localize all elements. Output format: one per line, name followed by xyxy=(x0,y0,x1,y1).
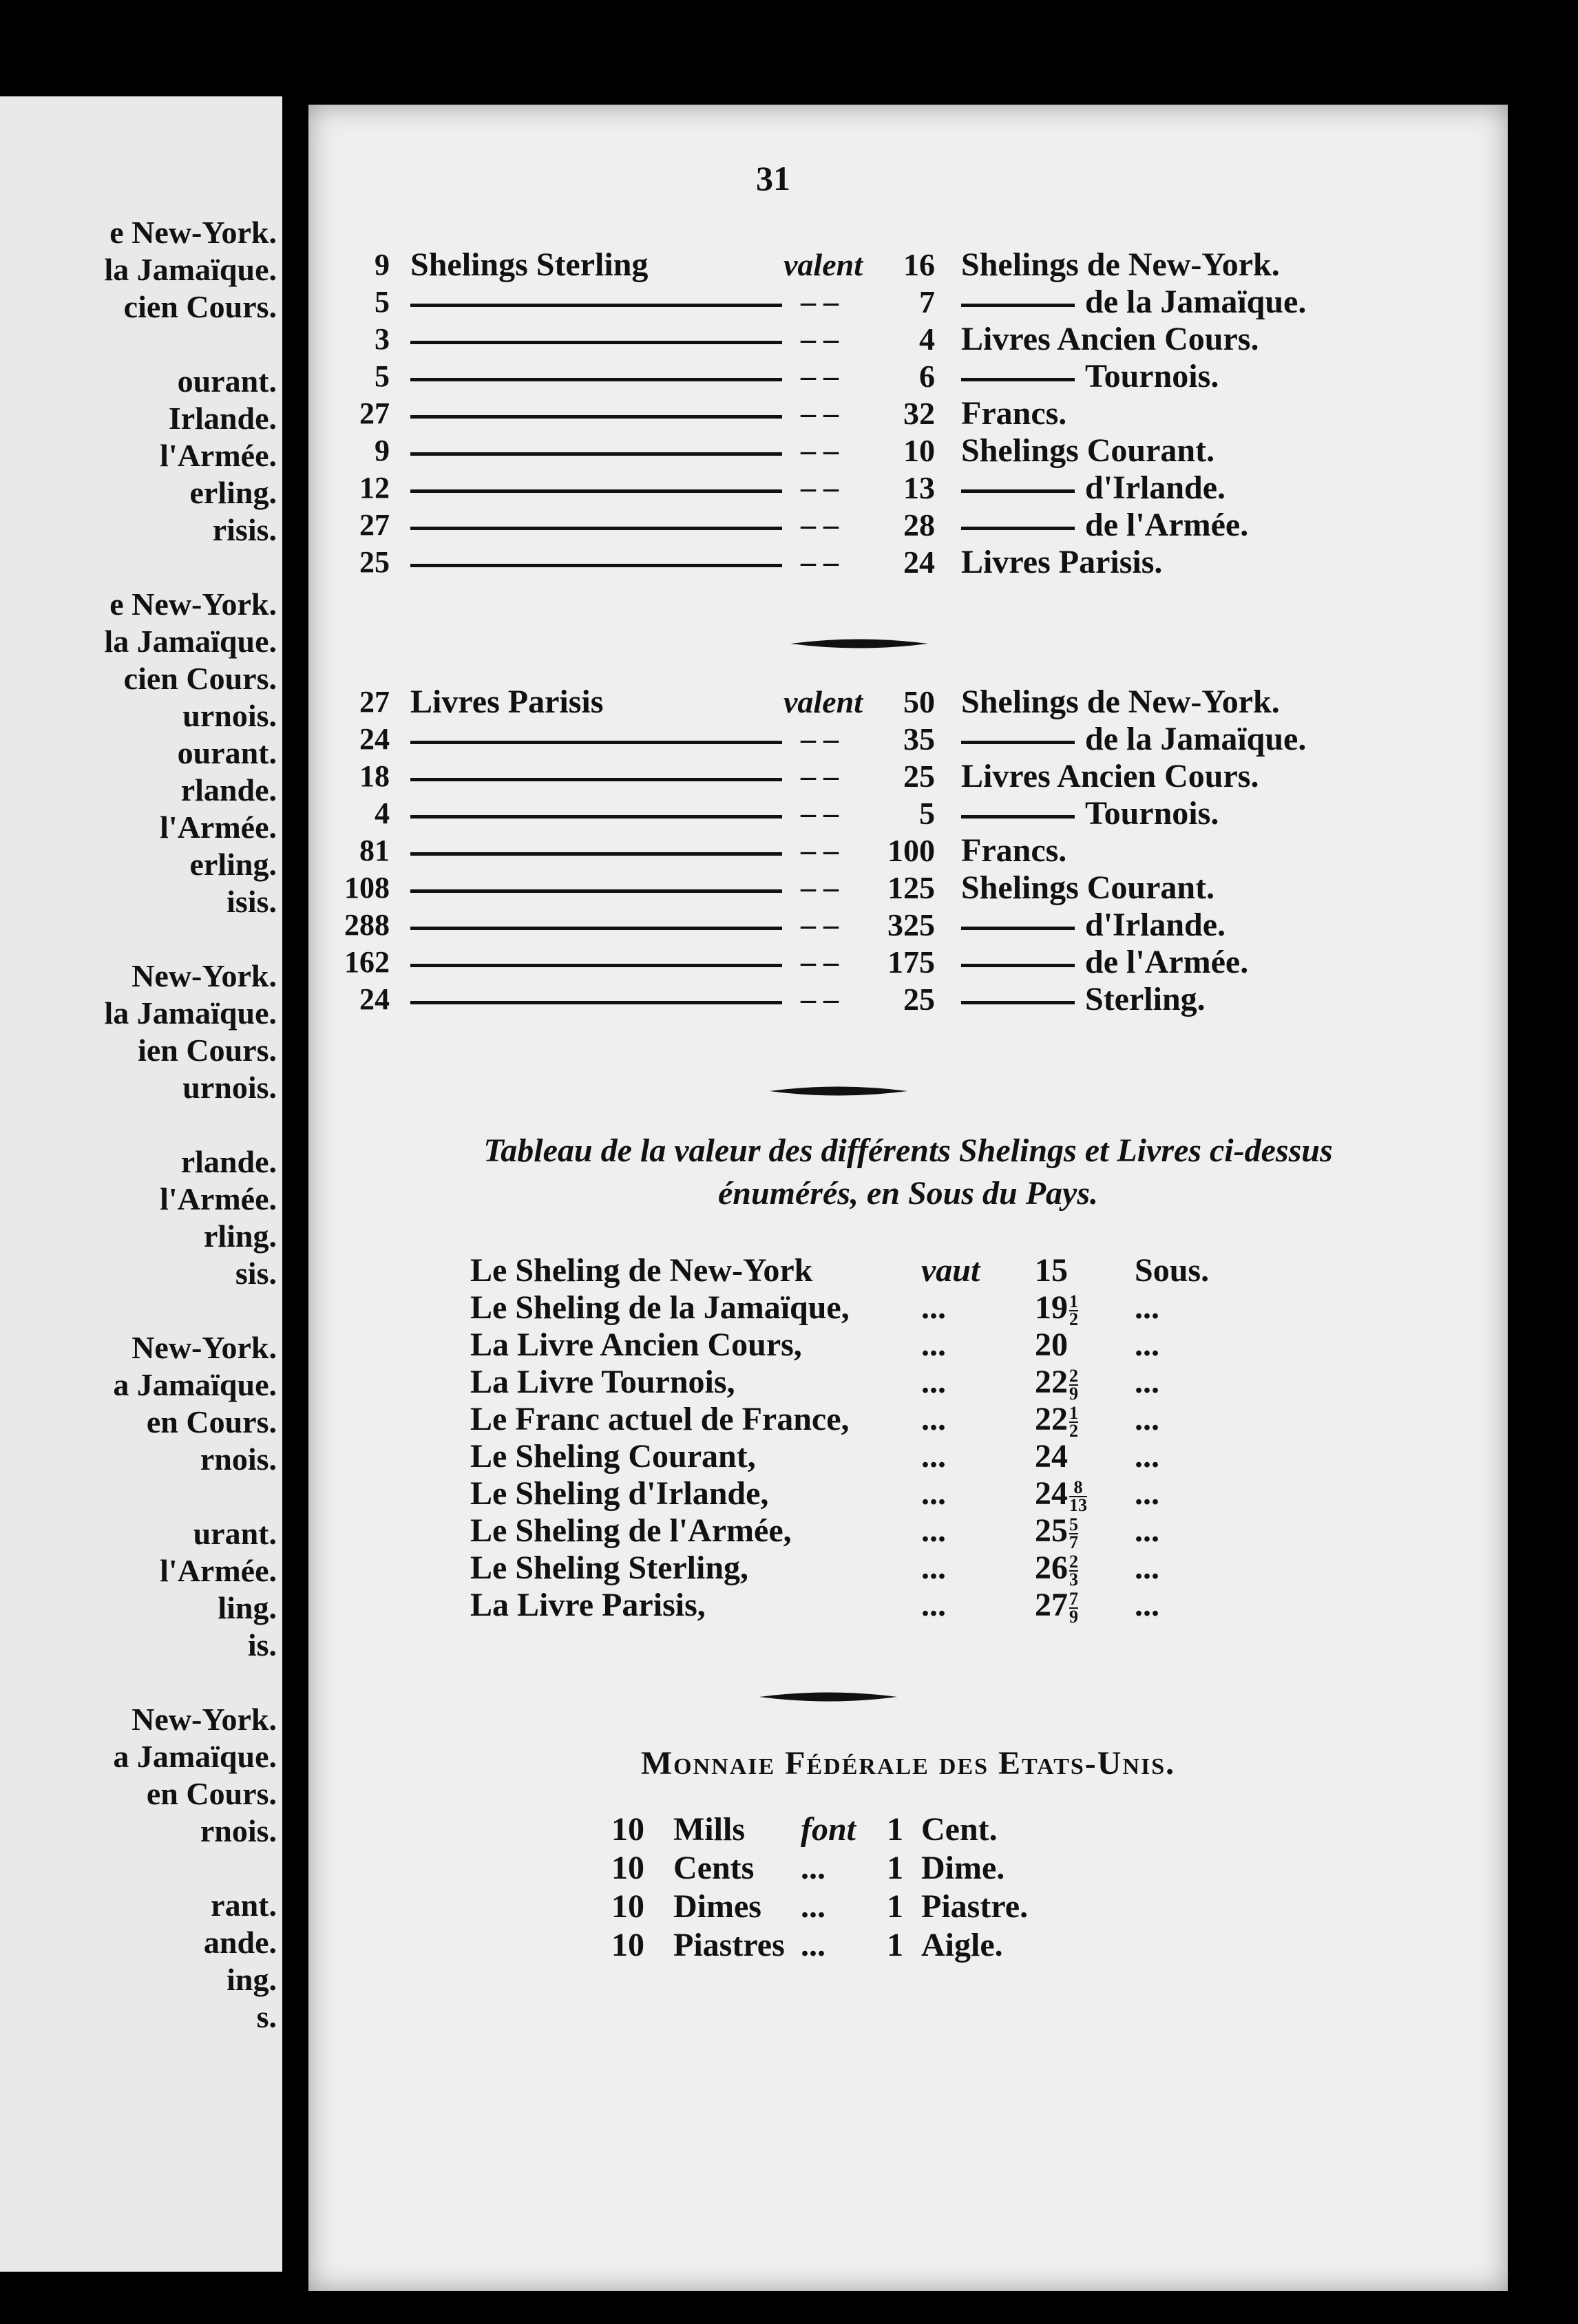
fraction-numerator: 2 xyxy=(1069,1365,1078,1386)
left-page-line: en Cours. xyxy=(146,1776,277,1811)
row-right-number: 25 xyxy=(903,982,935,1017)
row-right-number: 5 xyxy=(919,796,935,831)
left-page-line: New-York. xyxy=(132,1330,277,1365)
row-right-number: 25 xyxy=(903,759,935,794)
row-right-text: Francs. xyxy=(961,832,1067,869)
left-page-line: rnois. xyxy=(200,1813,277,1848)
short-rule xyxy=(961,741,1075,744)
sous-value-whole: 24 xyxy=(1035,1475,1068,1512)
row-left-number: 5 xyxy=(375,359,390,393)
row-right-text: Sterling. xyxy=(1085,981,1206,1017)
row-right-number: 32 xyxy=(903,396,935,431)
row-right-number: 175 xyxy=(887,944,935,980)
row-right-text: Livres Parisis. xyxy=(961,544,1163,580)
monnaie-qty: 10 xyxy=(611,1888,644,1925)
monnaie-unit: Cents xyxy=(673,1850,755,1886)
row-right-text: Livres Ancien Cours. xyxy=(961,321,1259,357)
long-rule xyxy=(410,852,782,856)
left-page-line: is. xyxy=(247,1627,277,1662)
sous-value-whole: 25 xyxy=(1035,1512,1068,1549)
left-page-line: la Jamaïque. xyxy=(104,624,277,659)
row-right-text: Tournois. xyxy=(1085,358,1219,394)
row-right-number: 4 xyxy=(919,321,935,357)
row-right-text: Tournois. xyxy=(1085,795,1219,832)
left-page-line: urnois. xyxy=(182,1070,277,1105)
row-left-number: 81 xyxy=(359,834,390,867)
long-rule xyxy=(410,489,782,493)
row-right-text: d'Irlande. xyxy=(1085,469,1226,506)
left-page-line: l'Armée. xyxy=(160,438,277,473)
row-right-number: 7 xyxy=(919,284,935,319)
sous-value-whole: 20 xyxy=(1035,1327,1068,1363)
row-right-number: 125 xyxy=(887,870,935,905)
left-page-line: Irlande. xyxy=(168,401,277,436)
row-left-number: 3 xyxy=(375,322,390,356)
dash: – – xyxy=(801,834,839,867)
fraction-numerator: 2 xyxy=(1069,1551,1078,1572)
long-rule xyxy=(410,564,782,567)
long-rule xyxy=(410,527,782,530)
sous-row-sep: ... xyxy=(921,1475,946,1512)
fraction-numerator: 7 xyxy=(1069,1588,1078,1609)
left-page-line: e New-York. xyxy=(109,215,277,250)
ornament-divider xyxy=(790,635,928,653)
sous-row-sep: ... xyxy=(921,1550,946,1586)
left-page-line: a Jamaïque. xyxy=(113,1367,277,1402)
sous-value-fraction xyxy=(1069,1514,1078,1552)
row-left-number: 27 xyxy=(359,685,390,719)
sous-value-whole: 24 xyxy=(1035,1438,1068,1475)
monnaie-sep: ... xyxy=(801,1888,825,1925)
left-page-line: ing. xyxy=(227,1962,277,1997)
row-left-number: 162 xyxy=(344,945,390,979)
row-right-number: 13 xyxy=(903,470,935,505)
row-left-number: 27 xyxy=(359,508,390,542)
fraction-numerator: 8 xyxy=(1069,1479,1087,1497)
left-page-line: rant. xyxy=(211,1888,277,1923)
long-rule xyxy=(410,741,782,744)
fraction-denominator: 13 xyxy=(1069,1494,1087,1515)
sous-row-value xyxy=(1035,1439,1068,1475)
dash: – – xyxy=(801,471,839,505)
row-left-number: 9 xyxy=(375,248,390,282)
sous-row-value xyxy=(1035,1550,1078,1588)
sous-value-whole: 15 xyxy=(1035,1252,1068,1289)
left-page-line: isis. xyxy=(227,884,277,919)
long-rule xyxy=(410,341,782,344)
short-rule xyxy=(961,304,1075,307)
dash: – – xyxy=(801,908,839,942)
sous-row-unit: ... xyxy=(1135,1550,1159,1586)
sous-row-unit: ... xyxy=(1135,1512,1159,1549)
row-right-number: 16 xyxy=(903,247,935,282)
row-right-number: 6 xyxy=(919,359,935,394)
short-rule xyxy=(961,927,1075,930)
sous-value-fraction xyxy=(1069,1365,1078,1404)
row-right-number: 10 xyxy=(903,433,935,468)
row-left-number: 4 xyxy=(375,796,390,830)
sous-value-fraction xyxy=(1069,1588,1078,1627)
long-rule xyxy=(410,927,782,930)
sous-row-sep: vaut xyxy=(921,1252,980,1289)
sous-row-unit: ... xyxy=(1135,1587,1159,1623)
sous-row-unit: ... xyxy=(1135,1475,1159,1512)
sous-row-sep: ... xyxy=(921,1401,946,1437)
left-page-line: New-York. xyxy=(132,1702,277,1737)
monnaie-unit: Mills xyxy=(673,1811,745,1848)
fraction-denominator: 7 xyxy=(1069,1532,1078,1552)
long-rule xyxy=(410,452,782,456)
fraction-denominator: 9 xyxy=(1069,1606,1078,1627)
left-page-line: ourant. xyxy=(177,363,277,399)
short-rule xyxy=(961,378,1075,381)
valent-label: valent xyxy=(783,684,863,719)
fraction-denominator: 9 xyxy=(1069,1383,1078,1404)
row-right-number: 24 xyxy=(903,545,935,580)
sous-row-value xyxy=(1035,1364,1078,1402)
short-rule xyxy=(961,1001,1075,1004)
row-left-number: 24 xyxy=(359,982,390,1016)
left-page-line: erling. xyxy=(189,475,277,510)
left-page-line: la Jamaïque. xyxy=(104,252,277,287)
left-page-line: e New-York. xyxy=(109,587,277,622)
sous-row-label: Le Sheling Courant, xyxy=(470,1438,756,1475)
left-page-line: New-York. xyxy=(132,958,277,993)
sous-row-value xyxy=(1035,1290,1078,1328)
monnaie-qty: 10 xyxy=(611,1927,644,1963)
left-page-line: cien Cours. xyxy=(123,289,277,324)
row-right-text: Livres Ancien Cours. xyxy=(961,758,1259,794)
sous-row-value xyxy=(1035,1253,1068,1289)
fraction-denominator: 3 xyxy=(1069,1569,1078,1589)
fraction-numerator: 1 xyxy=(1069,1291,1078,1311)
row-left-number: 288 xyxy=(344,908,390,942)
monnaie-result: Cent. xyxy=(921,1811,998,1848)
row-right-text: d'Irlande. xyxy=(1085,907,1226,943)
dash: – – xyxy=(801,508,839,542)
sous-row-label: Le Franc actuel de France, xyxy=(470,1401,850,1437)
short-rule xyxy=(961,527,1075,530)
left-page-line: l'Armée. xyxy=(160,1553,277,1588)
sous-value-fraction xyxy=(1069,1479,1087,1514)
long-rule xyxy=(410,378,782,381)
row-left-number: 18 xyxy=(359,759,390,793)
sous-row-label: Le Sheling de New-York xyxy=(470,1252,813,1289)
row-left-number: 27 xyxy=(359,397,390,430)
short-rule xyxy=(961,815,1075,818)
monnaie-val: 1 xyxy=(887,1888,903,1925)
left-page-line: urnois. xyxy=(182,698,277,733)
row-right-text: Shelings Courant. xyxy=(961,869,1215,906)
row-right-number: 35 xyxy=(903,721,935,757)
monnaie-qty: 10 xyxy=(611,1850,644,1886)
left-page-line: urant. xyxy=(193,1516,277,1551)
sous-row-sep: ... xyxy=(921,1587,946,1623)
row-header-left: Livres Parisis xyxy=(410,684,604,720)
sous-value-fraction xyxy=(1069,1551,1078,1589)
monnaie-sep: ... xyxy=(801,1850,825,1886)
row-right-text: Shelings Courant. xyxy=(961,432,1215,469)
left-page-fragment xyxy=(0,96,282,2272)
sous-row-unit: ... xyxy=(1135,1401,1159,1437)
row-right-text: Francs. xyxy=(961,395,1067,432)
sous-row-value xyxy=(1035,1587,1078,1625)
long-rule xyxy=(410,1001,782,1004)
row-right-number: 50 xyxy=(903,684,935,719)
row-right-text: de l'Armée. xyxy=(1085,507,1249,543)
monnaie-val: 1 xyxy=(887,1927,903,1963)
sous-value-whole: 26 xyxy=(1035,1550,1068,1586)
valent-label: valent xyxy=(783,247,863,282)
left-page-line: sis. xyxy=(235,1256,277,1291)
sous-value-fraction xyxy=(1069,1293,1078,1328)
sous-row-sep: ... xyxy=(921,1364,946,1400)
page xyxy=(308,105,1508,2291)
left-page-line: rnois. xyxy=(200,1441,277,1477)
sous-row-unit: ... xyxy=(1135,1327,1159,1363)
monnaie-unit: Piastres xyxy=(673,1927,785,1963)
short-rule xyxy=(961,964,1075,967)
dash: – – xyxy=(801,982,839,1016)
dash: – – xyxy=(801,759,839,793)
monnaie-result: Piastre. xyxy=(921,1888,1029,1925)
dash: – – xyxy=(801,871,839,905)
sous-row-label: La Livre Parisis, xyxy=(470,1587,706,1623)
left-page-line: a Jamaïque. xyxy=(113,1739,277,1774)
row-right-text: Shelings de New-York. xyxy=(961,684,1280,720)
dash: – – xyxy=(801,545,839,579)
row-left-number: 24 xyxy=(359,722,390,756)
long-rule xyxy=(410,304,782,307)
ornament-divider xyxy=(770,1082,907,1100)
row-right-text: de la Jamaïque. xyxy=(1085,721,1307,757)
sous-row-unit: ... xyxy=(1135,1438,1159,1475)
fraction-numerator: 5 xyxy=(1069,1514,1078,1534)
dash: – – xyxy=(801,434,839,467)
sous-row-label: La Livre Ancien Cours, xyxy=(470,1327,802,1363)
row-left-number: 108 xyxy=(344,871,390,905)
left-page-line: l'Armée. xyxy=(160,810,277,845)
dash: – – xyxy=(801,722,839,756)
dash: – – xyxy=(801,359,839,393)
monnaie-val: 1 xyxy=(887,1811,903,1848)
sous-row-label: Le Sheling d'Irlande, xyxy=(470,1475,769,1512)
long-rule xyxy=(410,964,782,967)
row-right-text: Shelings de New-York. xyxy=(961,246,1280,283)
ornament-divider xyxy=(759,1688,897,1706)
page-number: 31 xyxy=(756,159,790,198)
monnaie-val: 1 xyxy=(887,1850,903,1886)
left-page-line: erling. xyxy=(189,847,277,882)
sous-value-whole: 27 xyxy=(1035,1587,1068,1623)
dash: – – xyxy=(801,945,839,979)
short-rule xyxy=(961,489,1075,493)
monnaie-qty: 10 xyxy=(611,1811,644,1848)
sous-row-label: Le Sheling Sterling, xyxy=(470,1550,749,1586)
row-right-number: 100 xyxy=(887,833,935,868)
long-rule xyxy=(410,415,782,419)
row-right-number: 28 xyxy=(903,507,935,542)
sous-row-sep: ... xyxy=(921,1289,946,1326)
left-page-line: rling. xyxy=(203,1218,277,1254)
dash: – – xyxy=(801,285,839,319)
monnaie-sep: ... xyxy=(801,1927,825,1963)
left-page-line: ling. xyxy=(218,1590,277,1625)
sous-row-sep: ... xyxy=(921,1327,946,1363)
sous-row-label: La Livre Tournois, xyxy=(470,1364,735,1400)
sous-row-value xyxy=(1035,1513,1078,1551)
left-page-line: ourant. xyxy=(177,735,277,770)
left-page-line: la Jamaïque. xyxy=(104,995,277,1031)
sous-value-whole: 22 xyxy=(1035,1364,1068,1400)
sous-row-unit: ... xyxy=(1135,1364,1159,1400)
row-left-number: 25 xyxy=(359,545,390,579)
left-page-line: l'Armée. xyxy=(160,1181,277,1216)
monnaie-unit: Dimes xyxy=(673,1888,761,1925)
sous-row-sep: ... xyxy=(921,1512,946,1549)
monnaie-result: Dime. xyxy=(921,1850,1005,1886)
row-header-left: Shelings Sterling xyxy=(410,246,649,283)
monnaie-title: Monnaie Fédérale des Etats-Unis. xyxy=(640,1745,1176,1782)
row-left-number: 9 xyxy=(375,434,390,467)
dash: – – xyxy=(801,322,839,356)
sous-row-label: Le Sheling de l'Armée, xyxy=(470,1512,792,1549)
left-page-line: risis. xyxy=(212,512,277,547)
left-page-line: en Cours. xyxy=(146,1404,277,1439)
sous-row-unit: ... xyxy=(1135,1289,1159,1326)
long-rule xyxy=(410,889,782,893)
dash: – – xyxy=(801,397,839,430)
fraction-denominator: 2 xyxy=(1069,1309,1078,1329)
sous-row-label: Le Sheling de la Jamaïque, xyxy=(470,1289,850,1326)
row-right-number: 325 xyxy=(887,907,935,942)
sous-value-whole: 19 xyxy=(1035,1289,1068,1326)
monnaie-result: Aigle. xyxy=(921,1927,1003,1963)
sous-row-value xyxy=(1035,1327,1068,1363)
sous-table-title: Tableau de la valeur des différents Shelings et Livres ci-dessus xyxy=(483,1132,1333,1169)
left-page-line: cien Cours. xyxy=(123,661,277,696)
row-left-number: 5 xyxy=(375,285,390,319)
left-page-line: s. xyxy=(256,1999,277,2034)
sous-value-fraction xyxy=(1069,1402,1078,1441)
sous-table-subtitle: énumérés, en Sous du Pays. xyxy=(717,1175,1099,1212)
dash: – – xyxy=(801,796,839,830)
sous-row-sep: ... xyxy=(921,1438,946,1475)
sous-row-unit: Sous. xyxy=(1135,1252,1210,1289)
long-rule xyxy=(410,778,782,781)
row-left-number: 12 xyxy=(359,471,390,505)
left-page-line: rlande. xyxy=(180,1144,277,1179)
left-page-line: ien Cours. xyxy=(138,1033,277,1068)
fraction-denominator: 2 xyxy=(1069,1420,1078,1441)
long-rule xyxy=(410,815,782,818)
sous-value-whole: 22 xyxy=(1035,1401,1068,1437)
fraction-numerator: 1 xyxy=(1069,1402,1078,1423)
row-right-text: de la Jamaïque. xyxy=(1085,284,1307,320)
sous-row-value xyxy=(1035,1402,1078,1439)
monnaie-sep: font xyxy=(801,1811,856,1848)
left-page-line: ande. xyxy=(203,1925,277,1960)
row-right-text: de l'Armée. xyxy=(1085,944,1249,980)
sous-row-value xyxy=(1035,1476,1087,1514)
left-page-line: rlande. xyxy=(180,772,277,807)
